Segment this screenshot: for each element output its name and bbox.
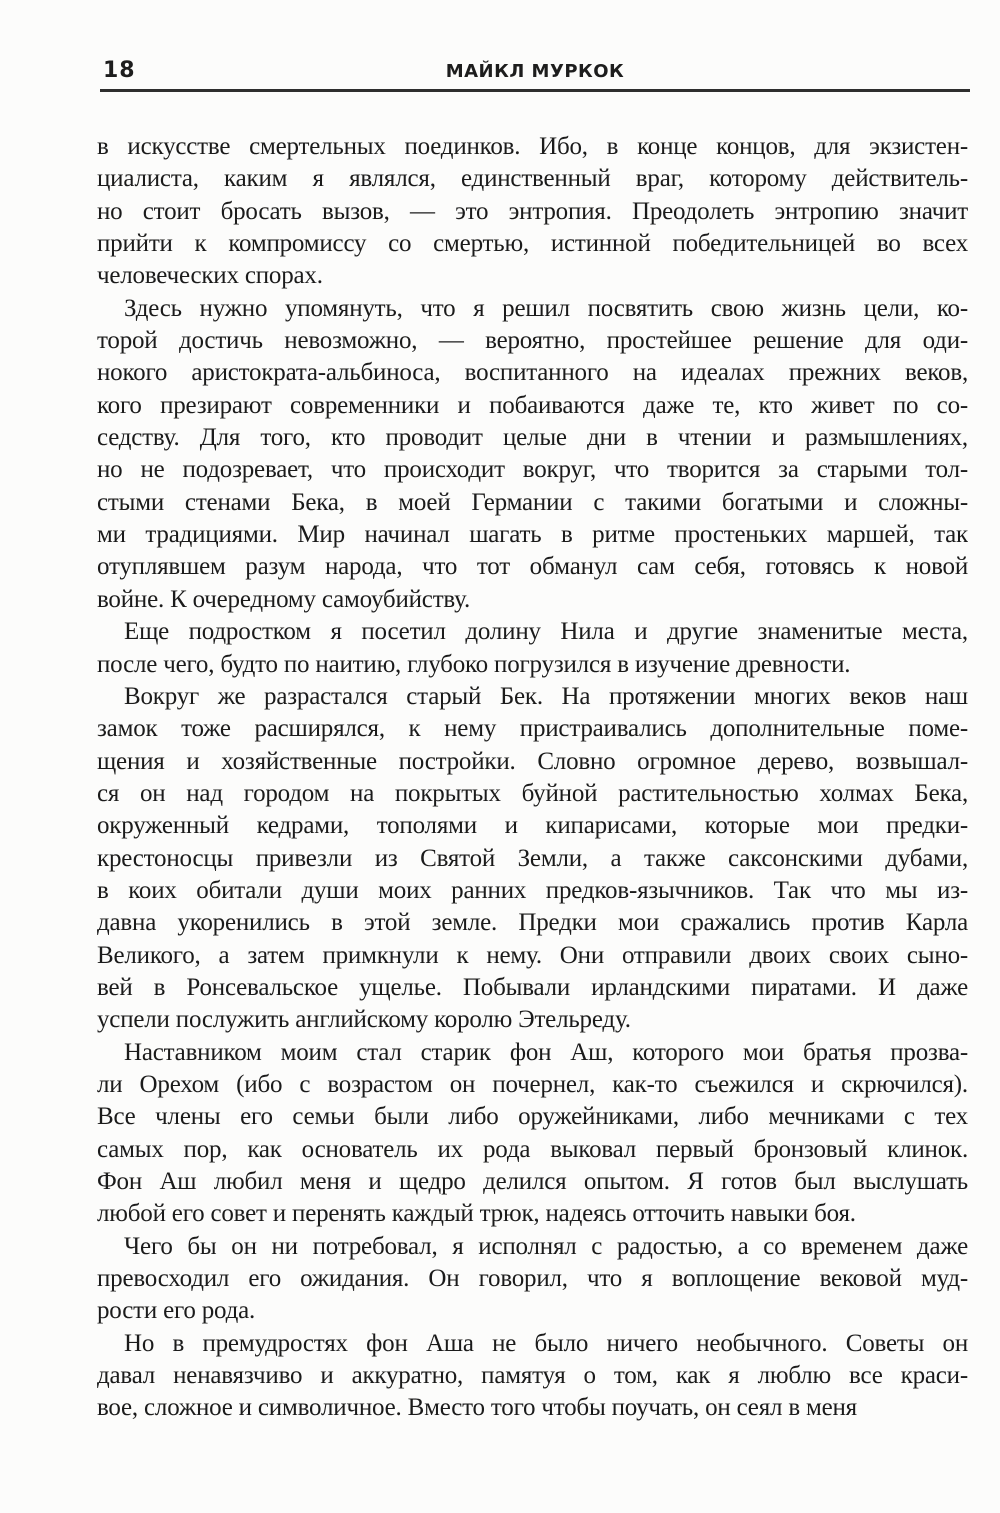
text-line: Но в премудростях фон Аша не было ничего необычного. Советы он — [124, 1329, 968, 1357]
text-line: самых пор, как основатель их рода выковал первый бронзовый клинок. — [97, 1135, 968, 1163]
text-line: превосходил его ожидания. Он говорил, что я воплощение вековой муд- — [97, 1265, 968, 1293]
text-line: давна укоренились в этой земле. Предки мои сражались против Карла — [97, 909, 968, 937]
text-line: крестоносцы привезли из Святой Земли, а также саксонскими дубами, — [97, 844, 968, 872]
text-line: вей в Ронсевальское ущелье. Побывали ирландскими пиратами. И даже — [97, 973, 968, 1001]
text-line: стыми стенами Бека, в моей Германии с такими богатыми и сложны- — [97, 488, 968, 516]
running-head — [100, 56, 970, 92]
text-line: ся он над городом на покрытых буйной растительностью холмах Бека, — [97, 779, 968, 807]
running-title: МАЙКЛ МУРКОК — [445, 61, 625, 82]
text-line: седству. Для того, кто проводит целые дни в чтении и размышлениях, — [97, 424, 968, 452]
text-line: в искусстве смертельных поединков. Ибо, в конце концов, для экзистен- — [97, 133, 968, 160]
paragraph — [97, 681, 968, 1037]
paragraph — [97, 1231, 968, 1328]
text-line: Здесь нужно упомянуть, что я решил посвятить свою жизнь цели, ко- — [124, 294, 968, 322]
text-line: ли Орехом (ибо с возрастом он почернел, как-то съежился и скрючился). — [97, 1070, 968, 1098]
text-line: щения и хозяйственные постройки. Словно огромное дерево, возвышал- — [97, 747, 968, 775]
text-line: Все члены его семьи были либо оружейниками, либо мечниками с тех — [97, 1103, 968, 1131]
text-line: но не подозревает, что происходит вокруг, что творится за старыми тол- — [97, 456, 968, 484]
text-line: кого презирают современники и побаиваются даже те, кто живет по со- — [97, 391, 968, 419]
text-line: Великого, а затем примкнули к нему. Они отправили двоих своих сыно- — [97, 941, 968, 969]
text-line: Еще подростком я посетил долину Нила и другие знаменитые места, — [124, 618, 968, 646]
text-line: в коих обитали души моих ранних предков-язычников. Так что мы из- — [97, 876, 968, 904]
text-line: циалиста, каким я являлся, единственный враг, которому действитель- — [97, 165, 968, 193]
text-line: Наставником моим стал старик фон Аш, которого мои братья прозва- — [124, 1038, 968, 1066]
paragraph — [97, 616, 968, 681]
text-line: торой достичь невозможно, — вероятно, простейшее решение для оди- — [97, 327, 968, 355]
page-number: 18 — [103, 58, 136, 83]
text-line: рости его рода. — [97, 1297, 256, 1325]
text-line: прийти к компромиссу со смертью, истинной победительницей во всех — [97, 230, 968, 258]
text-line: но стоит бросать вызов, — это энтропия. Преодолеть энтропию значит — [97, 197, 968, 225]
paragraph — [97, 1328, 968, 1425]
text-line: после чего, будто по наитию, глубоко погрузился в изучение древности. — [97, 650, 851, 678]
text-line: замок тоже расширялся, к нему пристраивались дополнительные поме- — [97, 715, 968, 743]
text-line: ми традициями. Мир начинал шагать в ритме простеньких маршей, так — [97, 521, 968, 549]
text-line: войне. К очередному самоубийству. — [97, 585, 471, 613]
text-line: отуплявшем разум народа, что тот обманул сам себя, готовясь к новой — [97, 553, 968, 581]
text-line: нокого аристократа-альбиноса, воспитанного на идеалах прежних веков, — [97, 359, 968, 387]
text-line: человеческих спорах. — [97, 262, 323, 290]
paragraph — [97, 293, 968, 616]
text-line: Фон Аш любил меня и щедро делился опытом. Я готов был выслушать — [97, 1168, 968, 1195]
text-line: окруженный кедрами, тополями и кипарисами, которые мои предки- — [97, 812, 968, 840]
text-line: Чего бы он ни потребовал, я исполнял с радостью, а со временем даже — [124, 1232, 968, 1260]
paragraph — [97, 1037, 968, 1231]
text-line: любой его совет и перенять каждый трюк, надеясь отточить навыки боя. — [97, 1200, 856, 1228]
text-line: Вокруг же разрастался старый Бек. На протяжении многих веков наш — [124, 682, 968, 710]
text-line: давал ненавязчиво и аккуратно, памятуя о том, как я люблю все краси- — [97, 1362, 968, 1390]
page-text — [97, 131, 968, 1425]
paragraph — [97, 131, 968, 293]
text-line: вое, сложное и символичное. Вместо того чтобы поучать, он сеял в меня — [97, 1394, 857, 1422]
text-line: успели послужить английскому королю Этельреду. — [97, 1006, 631, 1034]
